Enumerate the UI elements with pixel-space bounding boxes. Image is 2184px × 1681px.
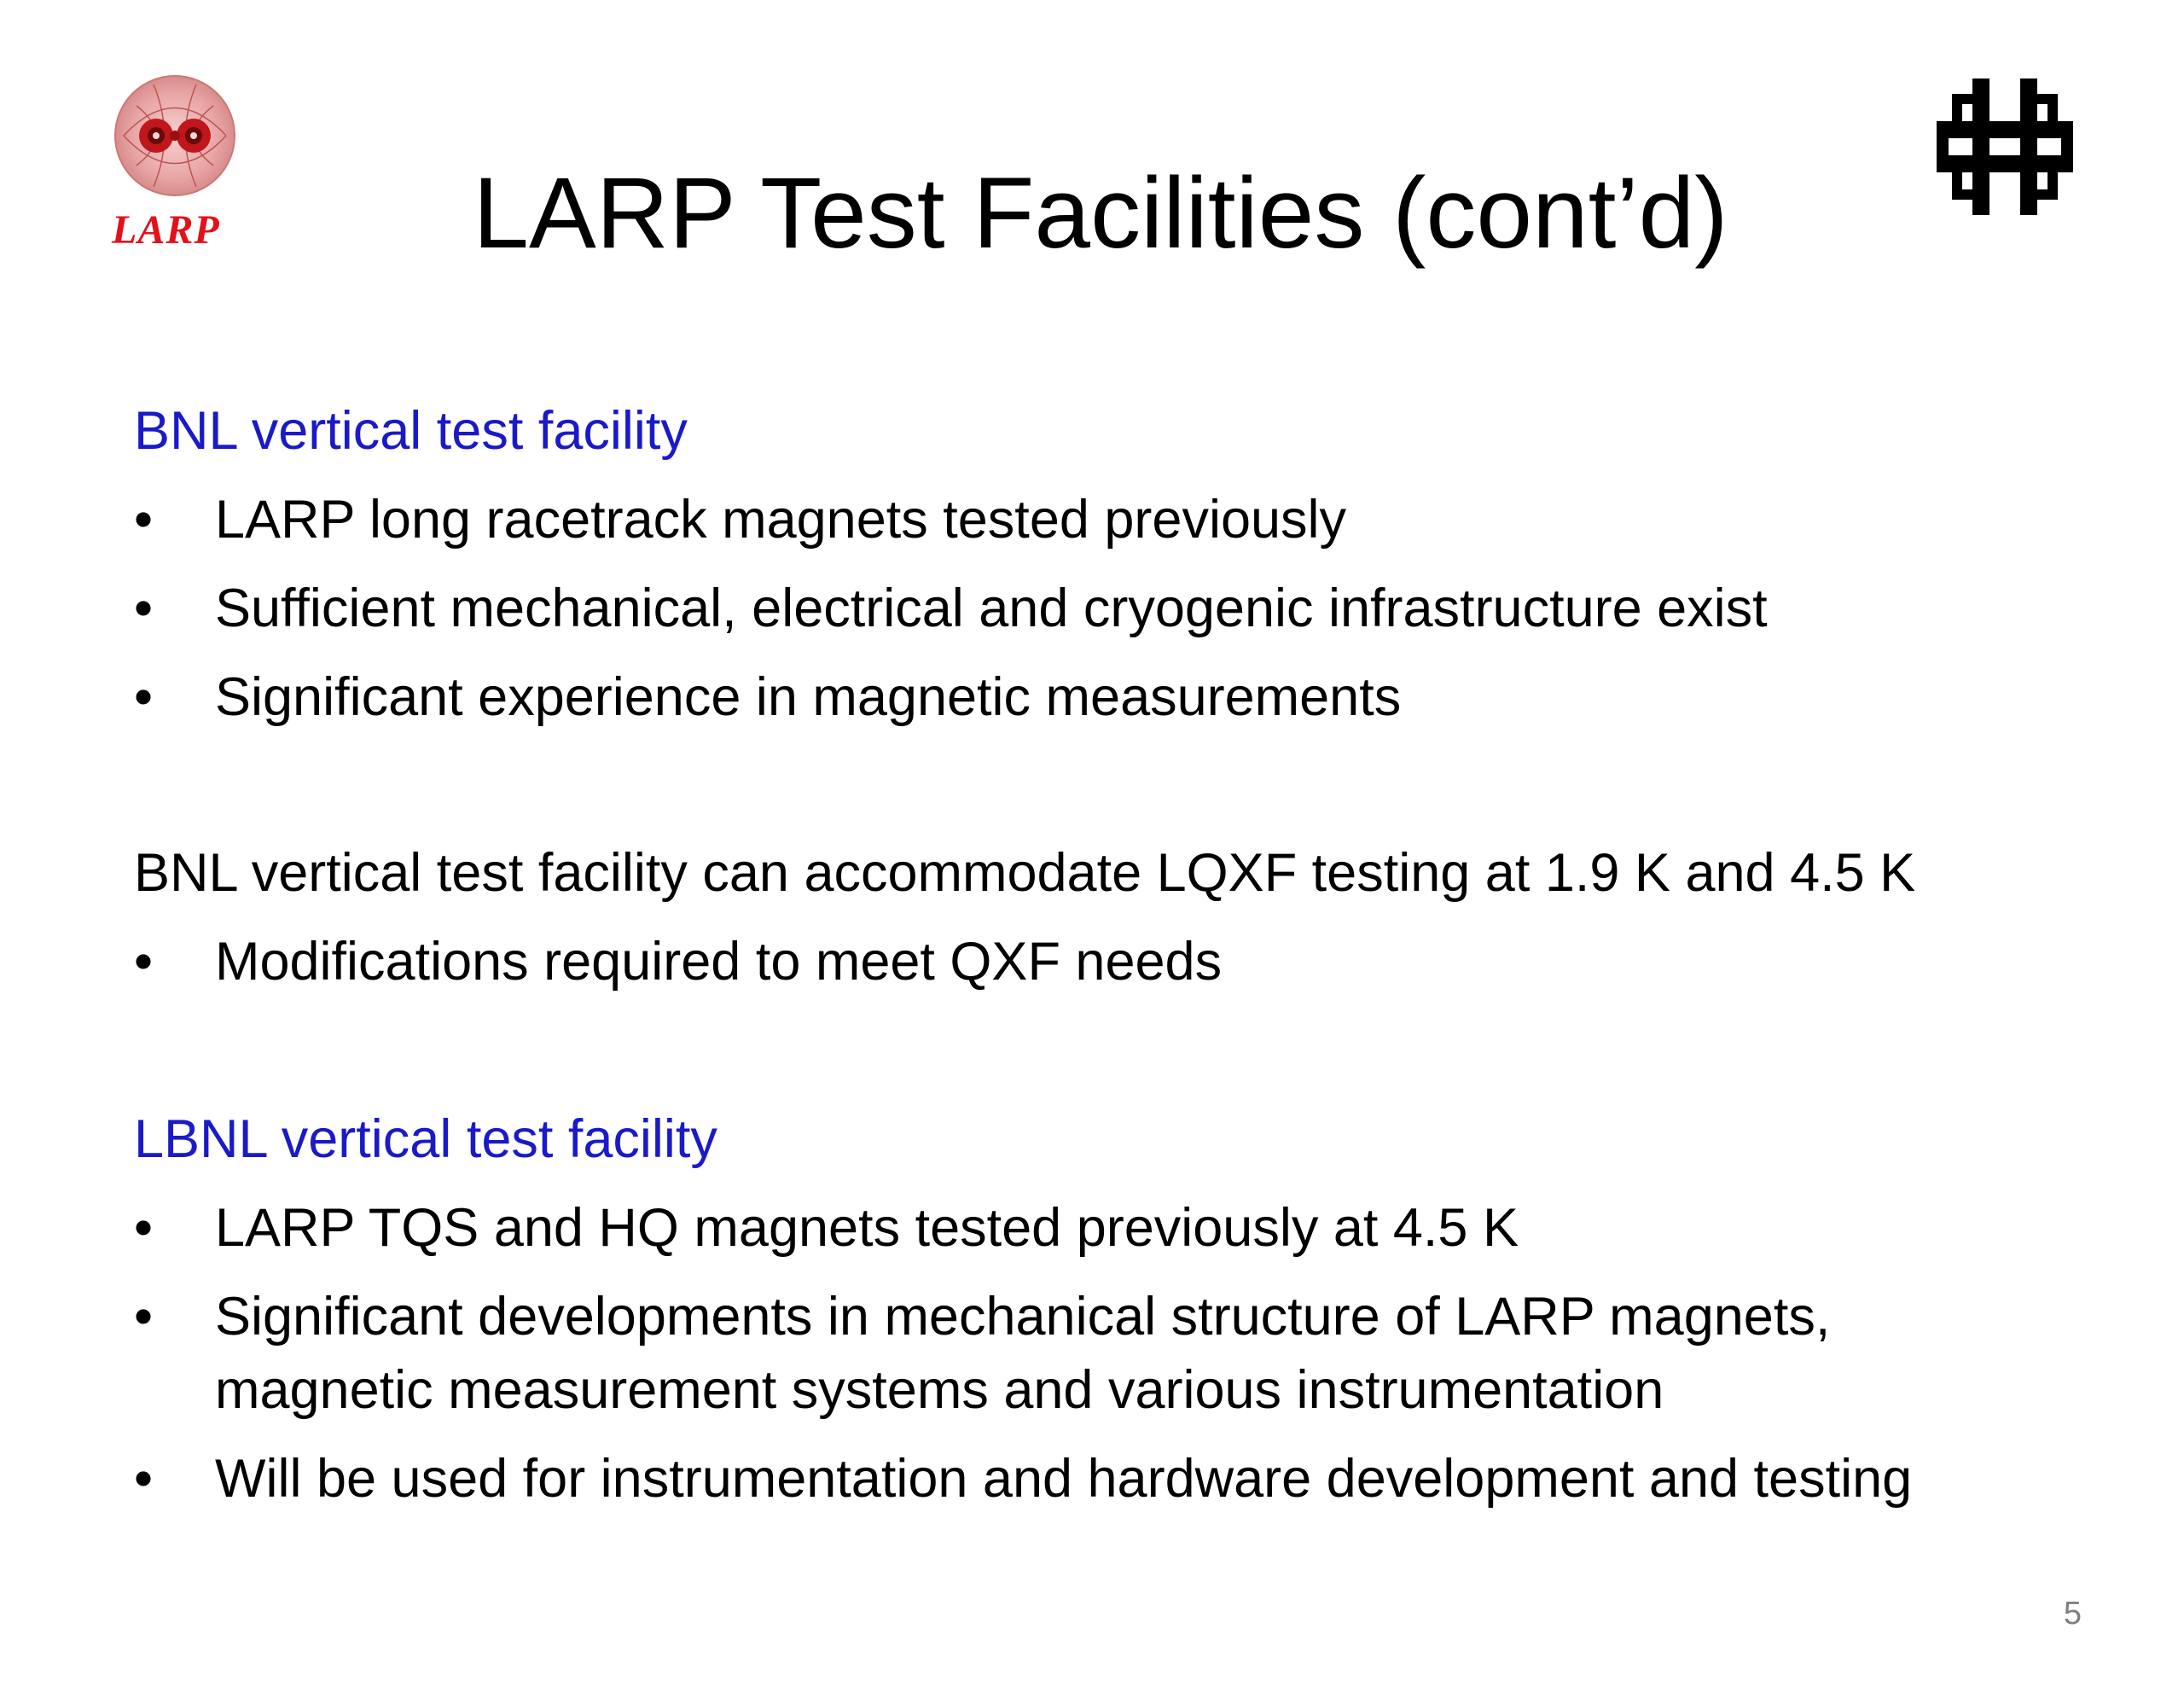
- larp-emblem-icon: [107, 72, 243, 200]
- bullet-text: LARP TQS and HQ magnets tested previously at 4.5 K: [215, 1198, 1519, 1258]
- bullet-icon: •: [134, 932, 154, 992]
- fermilab-logo-icon: [1937, 79, 2073, 215]
- page-number: 5: [2063, 1596, 2082, 1632]
- larp-logo-icon: [107, 72, 243, 259]
- section-heading-bnl: BNL vertical test facility: [134, 401, 688, 461]
- bullet-text: Will be used for instrumentation and hardware development and testing: [215, 1449, 1913, 1509]
- bullet-text: Significant developments in mechanical structure of LARP magnets,: [215, 1287, 1831, 1347]
- bullet-text: magnetic measurement systems and various instrumentation: [215, 1360, 1664, 1420]
- bullet-text: Significant experience in magnetic measurements: [215, 667, 1402, 727]
- bullet-icon: •: [134, 1449, 154, 1509]
- slide-title: LARP Test Facilities (cont’d): [473, 157, 1728, 270]
- bullet-icon: •: [134, 579, 154, 638]
- bullet-icon: •: [134, 1287, 154, 1347]
- bullet-text: Sufficient mechanical, electrical and cryogenic infrastructure exist: [215, 579, 1768, 638]
- section-heading-bnl-capacity: BNL vertical test facility can accommodate LQXF testing at 1.9 K and 4.5 K: [134, 843, 1916, 903]
- bullet-text: Modifications required to meet QXF needs: [215, 932, 1223, 992]
- bullet-icon: •: [134, 490, 154, 550]
- bullet-icon: •: [134, 667, 154, 727]
- section-heading-lbnl: LBNL vertical test facility: [134, 1109, 717, 1169]
- larp-logo-text: LARP: [112, 207, 220, 253]
- bullet-text: LARP long racetrack magnets tested previously: [215, 490, 1347, 550]
- bullet-icon: •: [134, 1198, 154, 1258]
